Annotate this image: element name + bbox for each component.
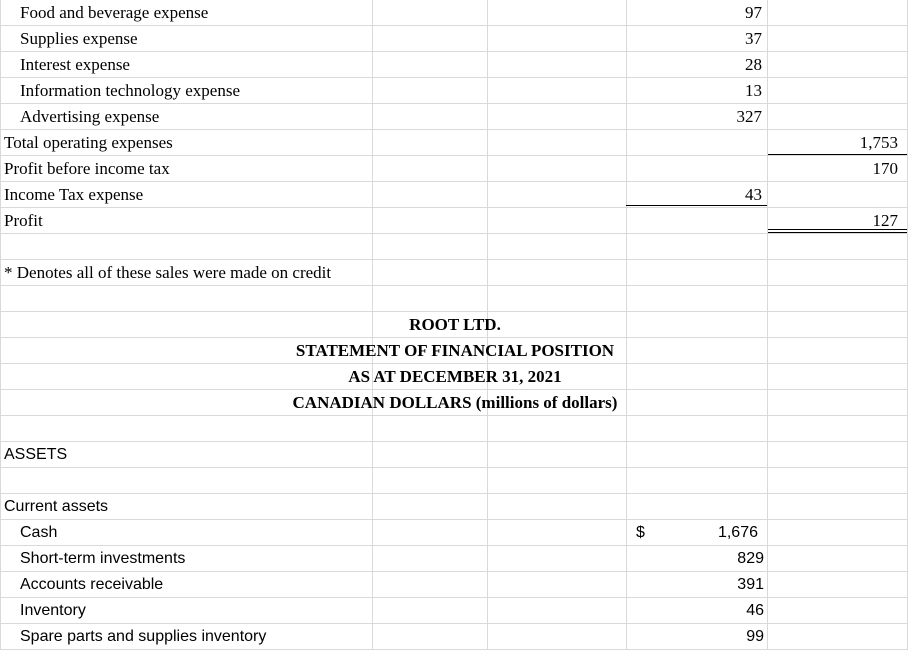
expense-amount: 13 xyxy=(745,81,762,100)
table-row xyxy=(0,312,908,338)
asset-amount: 46 xyxy=(746,602,764,619)
assets-heading: ASSETS xyxy=(4,446,68,463)
statement-date: AS AT DECEMBER 31, 2021 xyxy=(348,367,562,386)
asset-label: Inventory xyxy=(20,602,86,619)
table-row xyxy=(0,234,908,260)
table-row xyxy=(0,598,908,624)
currency-symbol: $ xyxy=(636,524,645,541)
expense-label: Food and beverage expense xyxy=(20,3,209,22)
table-row xyxy=(0,546,908,572)
table-row xyxy=(0,156,908,182)
table-row xyxy=(0,572,908,598)
table-row xyxy=(0,0,908,26)
profit-before-tax-label: Profit before income tax xyxy=(4,159,170,178)
footnote: * Denotes all of these sales were made on credit xyxy=(4,263,332,282)
table-row xyxy=(0,26,908,52)
profit-before-tax-amount: 170 xyxy=(872,159,898,178)
asset-label: Cash xyxy=(20,524,58,541)
expense-amount: 37 xyxy=(745,29,762,48)
table-row xyxy=(0,468,908,494)
table-row xyxy=(0,104,908,130)
table-row xyxy=(0,260,908,286)
double-underline xyxy=(768,229,907,233)
table-row xyxy=(0,624,908,650)
total-operating-expenses-label: Total operating expenses xyxy=(4,133,173,152)
total-operating-expenses-amount: 1,753 xyxy=(859,133,898,152)
table-row xyxy=(0,416,908,442)
table-row xyxy=(0,442,908,468)
table-row xyxy=(0,78,908,104)
expense-label: Information technology expense xyxy=(20,81,240,100)
expense-label: Interest expense xyxy=(20,55,130,74)
asset-amount: 99 xyxy=(746,628,764,645)
income-tax-label: Income Tax expense xyxy=(4,185,144,204)
table-row xyxy=(0,364,908,390)
table-row xyxy=(0,390,908,416)
expense-amount: 97 xyxy=(745,3,762,22)
asset-amount: 1,676 xyxy=(717,524,758,541)
table-row xyxy=(0,494,908,520)
underline xyxy=(626,205,767,206)
table-row xyxy=(0,286,908,312)
asset-amount: 391 xyxy=(737,576,764,593)
table-row xyxy=(0,130,908,156)
statement-currency: CANADIAN DOLLARS (millions of dollars) xyxy=(292,393,618,412)
expense-label: Supplies expense xyxy=(20,29,138,48)
underline xyxy=(768,154,907,155)
statement-title: STATEMENT OF FINANCIAL POSITION xyxy=(295,341,615,360)
expense-amount: 28 xyxy=(745,55,762,74)
table-row xyxy=(0,520,908,546)
company-name: ROOT LTD. xyxy=(409,315,501,334)
table-row xyxy=(0,52,908,78)
asset-label: Accounts receivable xyxy=(20,576,164,593)
asset-label: Spare parts and supplies inventory xyxy=(20,628,267,645)
table-row xyxy=(0,338,908,364)
profit-amount: 127 xyxy=(872,211,898,230)
asset-amount: 829 xyxy=(737,550,764,567)
profit-label: Profit xyxy=(4,211,43,230)
current-assets-heading: Current assets xyxy=(4,498,109,515)
expense-label: Advertising expense xyxy=(20,107,160,126)
table-row xyxy=(0,182,908,208)
income-tax-amount: 43 xyxy=(745,185,762,204)
expense-amount: 327 xyxy=(736,107,762,126)
asset-label: Short-term investments xyxy=(20,550,186,567)
